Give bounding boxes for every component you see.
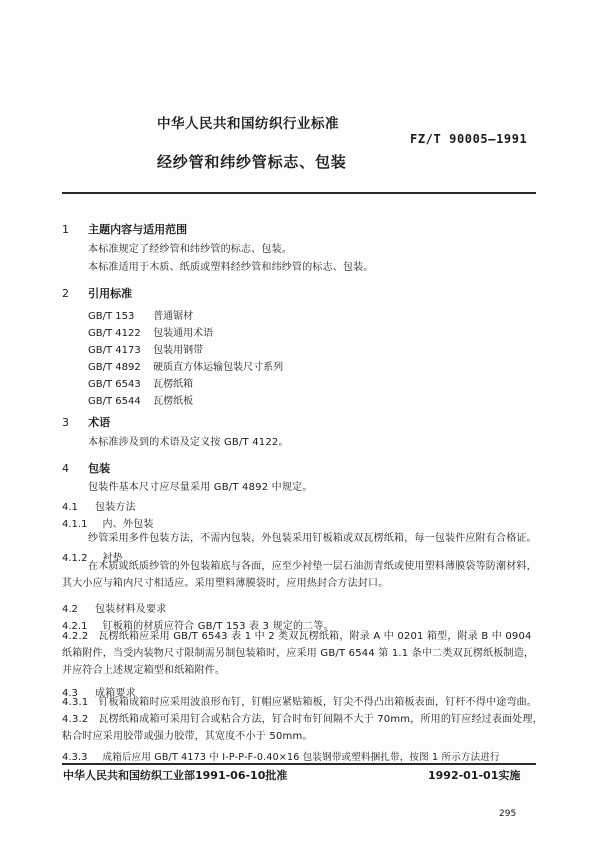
section-1-paragraph-1: 本标准规定了经纱管和纬纱管的标志、包装。 [88, 244, 292, 255]
section-1-paragraph-2: 本标准适用于木质、纸质或塑料经纱管和纬纱管的标志、包装。 [88, 262, 374, 273]
document-title: 经纱管和纬纱管标志、包装 [157, 153, 347, 171]
implementation-date: 1992-01-01实施 [428, 769, 521, 782]
clause-text [62, 628, 544, 679]
clause-title: 包装方法 [95, 502, 136, 513]
section-number: 3 [62, 416, 69, 429]
clause-4-2-2 [62, 628, 544, 679]
section-4-heading [62, 457, 110, 476]
clause-title: 内、外包装 [102, 519, 154, 530]
reference-code: GB/T 4122 [88, 328, 141, 339]
section-number: 2 [62, 287, 69, 300]
reference-title: 硬质直方体运输包装尺寸系列 [153, 362, 284, 373]
clause-number: 4.1 [62, 502, 78, 513]
section-title: 术语 [88, 416, 111, 429]
clause-body: 钉板箱成箱时应采用波浪形布钉，钉帽应紧贴箱板，钉尖不得凸出箱板表面，钉杆不得中途弯曲。 [98, 697, 538, 708]
clause-4-1-2-text: 在木质或纸质纱管的外包装箱底与各面，应至少衬垫一层石油沥青纸或使用塑料薄膜袋等防潮材料，其大小应与箱内尺寸相适应。采用塑料薄膜袋时，应用热封合方法封口。 [62, 561, 537, 589]
section-title: 主题内容与适用范围 [88, 223, 188, 236]
section-number: 1 [62, 223, 69, 236]
reference-code: GB/T 6543 [88, 379, 141, 390]
section-2-heading [62, 282, 132, 301]
page-number: 295 [499, 809, 517, 819]
clause-title: 衬垫 [102, 553, 123, 564]
section-3-paragraph-1: 本标准涉及到的术语及定义按 GB/T 4122。 [88, 437, 289, 448]
reference-title: 瓦楞纸板 [153, 396, 194, 407]
issuing-body: 中华人民共和国纺织行业标准 [157, 116, 339, 132]
clause-number: 4.3.1 [62, 697, 89, 708]
clause-4-1-1-text: 纱管采用多件包装方法，不需内包装，外包装采用钉板箱或双瓦楞纸箱，每一包装件应附有合格证。 [88, 533, 537, 544]
clause-4-3-3 [62, 745, 500, 764]
header-rule [62, 192, 536, 194]
clause-text: 钉板箱的材质应符合 GB/T 153 表 3 规定的二等。 [102, 621, 334, 632]
clause-body: 瓦楞纸箱成箱可采用钉合或粘合方法，钉合时布钉间隔不大于 70mm，所用的钉应经过表面处理，粘合时应采用胶带或强力胶带，其宽度不小于 50mm。 [62, 714, 543, 742]
reference-item [88, 389, 193, 408]
clause-number: 4.2.1 [62, 621, 88, 632]
reference-code: GB/T 6544 [88, 396, 141, 407]
clause-number: 4.3 [62, 688, 78, 699]
reference-code: GB/T 4173 [88, 345, 141, 356]
clause-number: 4.1.2 [62, 553, 88, 564]
standard-code: FZ/T 90005—1991 [410, 132, 528, 146]
clause-4-3-1 [62, 694, 544, 711]
clause-number: 4.1.1 [62, 519, 88, 530]
reference-title: 包装通用术语 [153, 328, 214, 339]
clause-title: 包装材料及要求 [95, 604, 167, 615]
section-title: 包装 [88, 462, 111, 475]
clause-4-3-2 [62, 711, 544, 745]
clause-title: 成箱要求 [95, 688, 136, 699]
clause-text [62, 694, 544, 711]
clause-body: 瓦楞纸箱应采用 GB/T 6543 表 1 中 2 类双瓦楞纸箱，附录 A 中 0201 箱型，附录 B 中 0904 纸箱附件，当受内装物尺寸限制需另制包装箱时，应采用 GB/T 6544 第 1.1 条中二类双瓦楞纸板制造，并应符合上述规定箱型和纸箱附件。 [62, 631, 535, 676]
clause-number: 4.2 [62, 604, 78, 615]
section-title: 引用标准 [88, 287, 133, 300]
footer-rule [62, 763, 536, 765]
section-1-heading [62, 218, 187, 237]
reference-title: 普通锯材 [153, 311, 194, 322]
clause-body: 成箱后应用 GB/T 4173 中 I-P-P-F-0.40×16 包装钢带或塑料捆扎带，按图 1 所示方法进行 [102, 752, 500, 763]
section-4-paragraph-1: 包装件基本尺寸应尽量采用 GB/T 4892 中规定。 [88, 482, 313, 493]
clause-number: 4.2.2 [62, 631, 89, 642]
approval-line: 中华人民共和国纺织工业部1991-06-10批准 [63, 769, 288, 782]
reference-code: GB/T 153 [88, 311, 135, 322]
reference-title: 包装用钢带 [153, 345, 204, 356]
clause-text [62, 711, 544, 745]
section-3-heading [62, 411, 110, 430]
clause-number: 4.3.2 [62, 714, 89, 725]
clause-number: 4.3.3 [62, 752, 88, 763]
reference-code: GB/T 4892 [88, 362, 141, 373]
reference-title: 瓦楞纸箱 [153, 379, 194, 390]
section-number: 4 [62, 462, 69, 475]
